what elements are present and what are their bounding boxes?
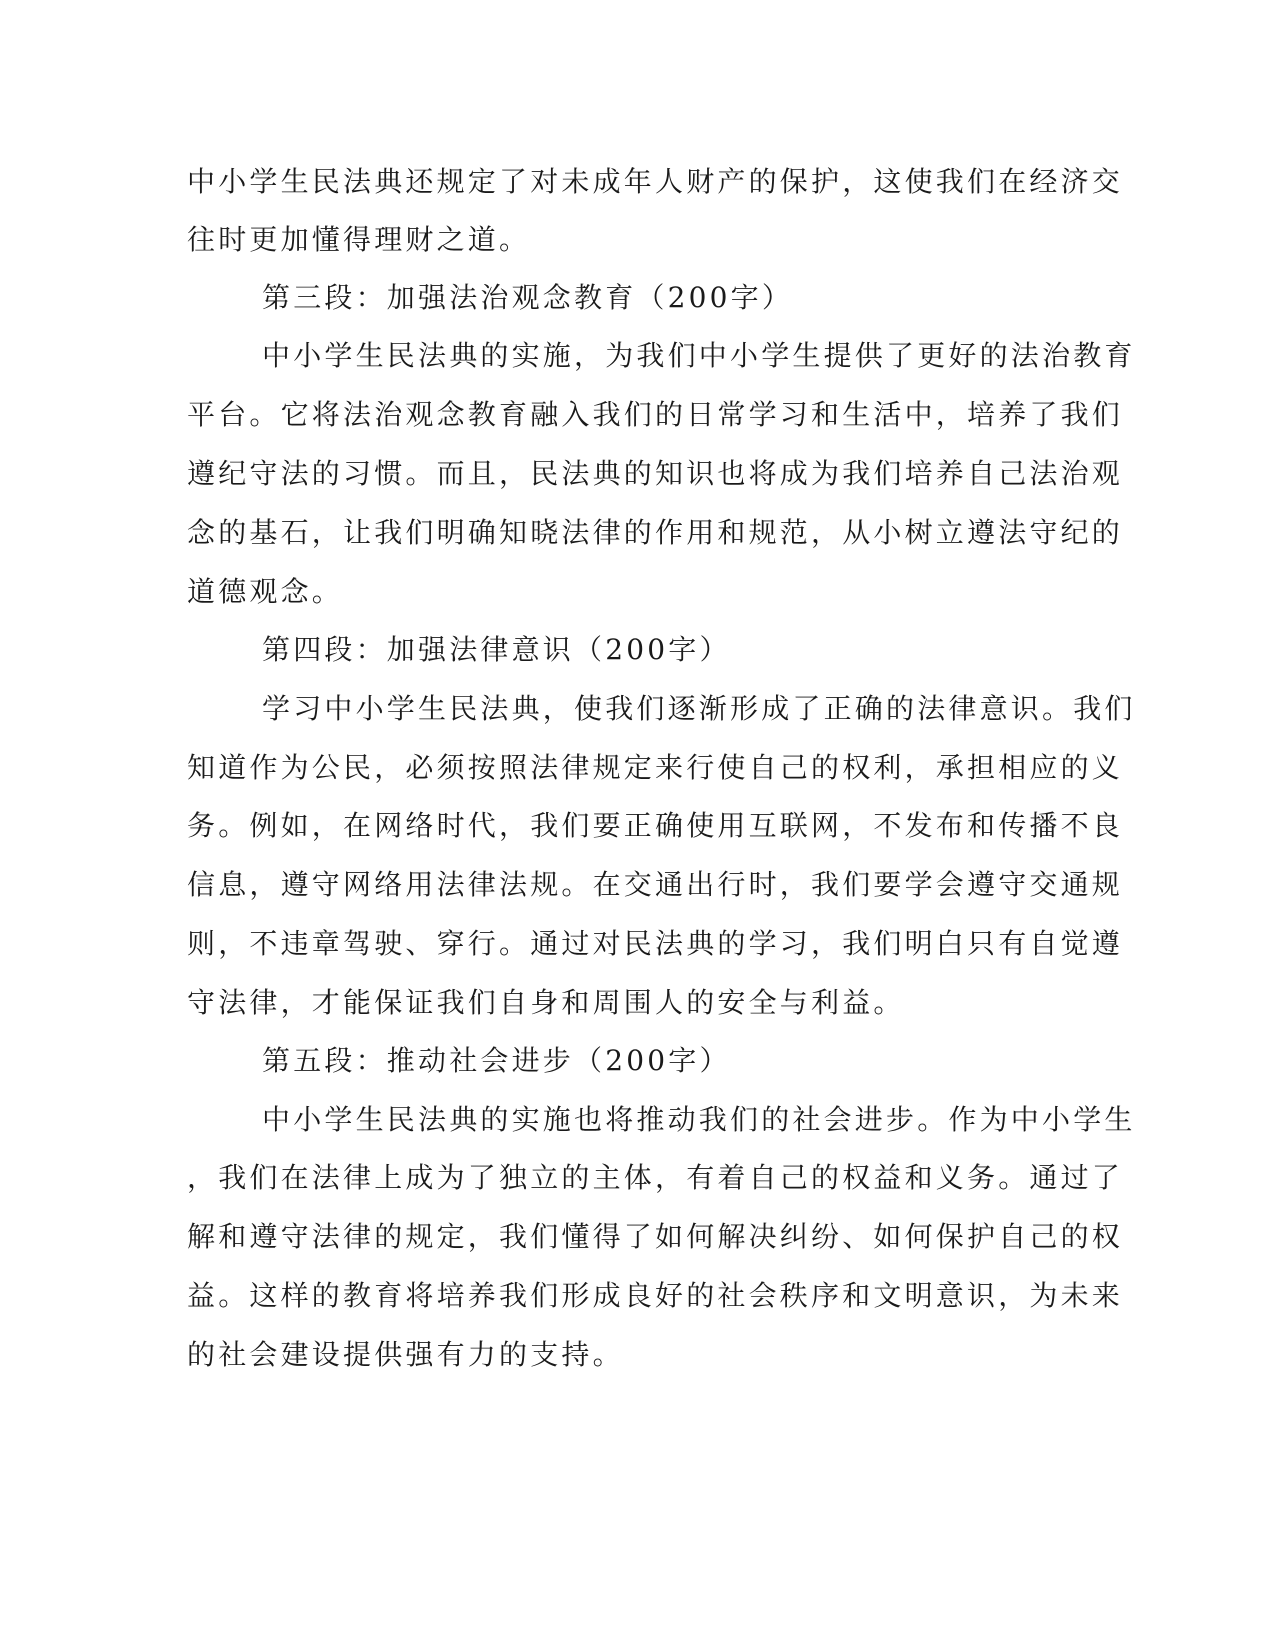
text-line: 中小学生民法典的实施，为我们中小学生提供了更好的法治教育 [262,339,1136,372]
text-line: 中小学生民法典还规定了对未成年人财产的保护，这使我们在经济交 [187,165,1124,198]
text-line: 则，不违章驾驶、穿行。通过对民法典的学习，我们明白只有自觉遵 [187,927,1124,960]
text-line: 的社会建设提供强有力的支持。 [187,1338,624,1371]
section-heading-3: 第三段：加强法治观念教育（200字） [262,281,794,314]
text-line: 中小学生民法典的实施也将推动我们的社会进步。作为中小学生 [262,1103,1136,1136]
text-line: 道德观念。 [187,575,344,608]
text-line: 遵纪守法的习惯。而且，民法典的知识也将成为我们培养自己法治观 [187,457,1124,490]
text-line: 念的基石，让我们明确知晓法律的作用和规范，从小树立遵法守纪的 [187,516,1124,549]
text-line: 守法律，才能保证我们自身和周围人的安全与利益。 [187,986,905,1019]
text-line: 往时更加懂得理财之道。 [187,223,531,256]
text-line: 务。例如，在网络时代，我们要正确使用互联网，不发布和传播不良 [187,809,1124,842]
text-line: 信息，遵守网络用法律法规。在交通出行时，我们要学会遵守交通规 [187,868,1124,901]
text-line: 益。这样的教育将培养我们形成良好的社会秩序和文明意识，为未来 [187,1279,1124,1312]
text-line: 解和遵守法律的规定，我们懂得了如何解决纠纷、如何保护自己的权 [187,1220,1124,1253]
text-line: 知道作为公民，必须按照法律规定来行使自己的权利，承担相应的义 [187,751,1124,784]
text-line: 平台。它将法治观念教育融入我们的日常学习和生活中，培养了我们 [187,398,1124,431]
section-heading-5: 第五段：推动社会进步（200字） [262,1044,731,1077]
text-line: 学习中小学生民法典，使我们逐渐形成了正确的法律意识。我们 [262,692,1136,725]
text-line: ，我们在法律上成为了独立的主体，有着自己的权益和义务。通过了 [187,1161,1124,1194]
section-heading-4: 第四段：加强法律意识（200字） [262,633,731,666]
